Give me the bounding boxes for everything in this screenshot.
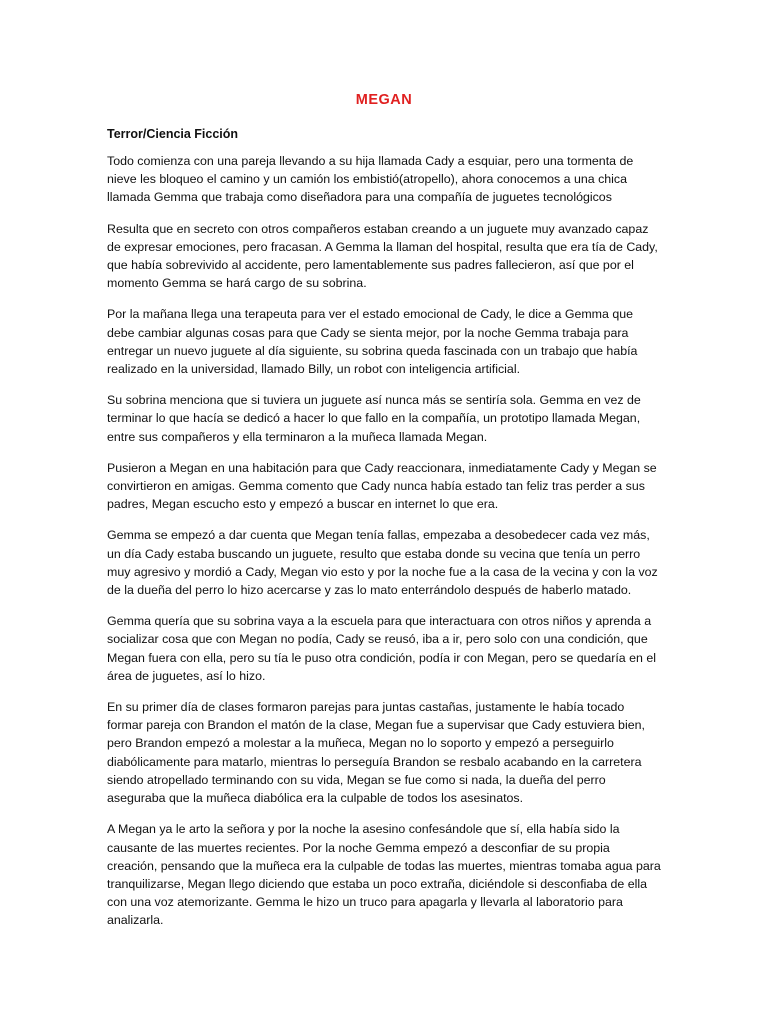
paragraph: Por la mañana llega una terapeuta para ver el estado emocional de Cady, le dice a Gemma que debe cambiar algunas cosas para que Cady se sienta mejor, por la noche Gemma trabaja para entregar un nuevo juguete al día siguiente, su sobrina queda fascinada con un trabajo que había realizado en la universidad, llamado Billy, un robot con inteligencia artificial. [107, 307, 638, 377]
paragraph: Gemma quería que su sobrina vaya a la escuela para que interactuara con otros niños y aprenda a socializar cosa que con Megan no podía, Cady se reusó, iba a ir, pero solo con una condición, que Megan fuera con ella, pero su tía le puso otra condición, podía ir con Megan, pero se quedaría en el área de juguetes, así lo hizo. [107, 614, 656, 683]
paragraph: En su primer día de clases formaron parejas para juntas castañas, justamente le había tocado formar pareja con Brandon el matón de la clase, Megan fue a supervisar que Cady estuviera bien, pero Brandon empezó a molestar a la muñeca, Megan no lo soporto y empezó a perseguirlo diabólicamente para matarlo, mientras lo perseguía Brandon se resbalo acabando en la carretera siendo atropellado terminando con su vida, Megan se fue como si nada, la dueña del perro aseguraba que la muñeca diabólica era la culpable de todos los asesinatos. [107, 700, 645, 806]
genre-heading: Terror/Ciencia Ficción [107, 127, 239, 141]
paragraph: Pusieron a Megan en una habitación para que Cady reaccionara, inmediatamente Cady y Megan se convirtieron en amigas. Gemma comento que Cady nunca había estado tan feliz tras perder a sus padres, Megan escucho esto y empezó a buscar en internet lo que era. [107, 460, 657, 512]
paragraph: A Megan ya le arto la señora y por la noche la asesino confesándole que sí, ella había sido la causante de las muertes recientes. Por la noche Gemma empezó a desconfiar de su propia creación, pensando que la muñeca era la culpable de todas las muertes, mientras tomaba agua para tranquilizarse, Megan llego diciendo que estaba un poco extraña, diciéndole si desconfiaba de ella con una voz atemorizante. Gemma le hizo un truco para apagarla y llevarla al laboratorio para analizarla. [107, 822, 661, 928]
document-title: MEGAN [355, 92, 413, 108]
paragraph: Su sobrina menciona que si tuviera un juguete así nunca más se sentiría sola. Gemma en vez de terminar lo que hacía se dedicó a hacer lo que fallo en la compañía, un prototipo llamada Megan, entre sus compañeros y ella terminaron a la muñeca llamada Megan. [107, 393, 641, 444]
paragraph: Todo comienza con una pareja llevando a su hija llamada Cady a esquiar, pero una tormenta de nieve les bloqueo el camino y un camión los embistió(atropello), ahora conocemos a una chica llamada Gemma que trabaja como diseñadora para una compañía de juguetes tecnológicos [107, 154, 634, 205]
document-body [107, 152, 663, 943]
paragraph: Gemma se empezó a dar cuenta que Megan tenía fallas, empezaba a desobedecer cada vez más, un día Cady estaba buscando un juguete, resulto que estaba donde su vecina que tenía un perro muy agresivo y mordió a Cady, Megan vio esto y por la noche fue a la casa de la vecina y con la voz de la dueña del perro lo hizo acercarse y zas lo mato enterrándolo después de haberlo matado. [107, 528, 658, 598]
paragraph: Resulta que en secreto con otros compañeros estaban creando a un juguete muy avanzado capaz de expresar emociones, pero fracasan. A Gemma la llaman del hospital, resulta que era tía de Cady, que había sobrevivido al accidente, pero lamentablemente sus padres fallecieron, así que por el momento Gemma se hará cargo de su sobrina. [107, 221, 658, 291]
